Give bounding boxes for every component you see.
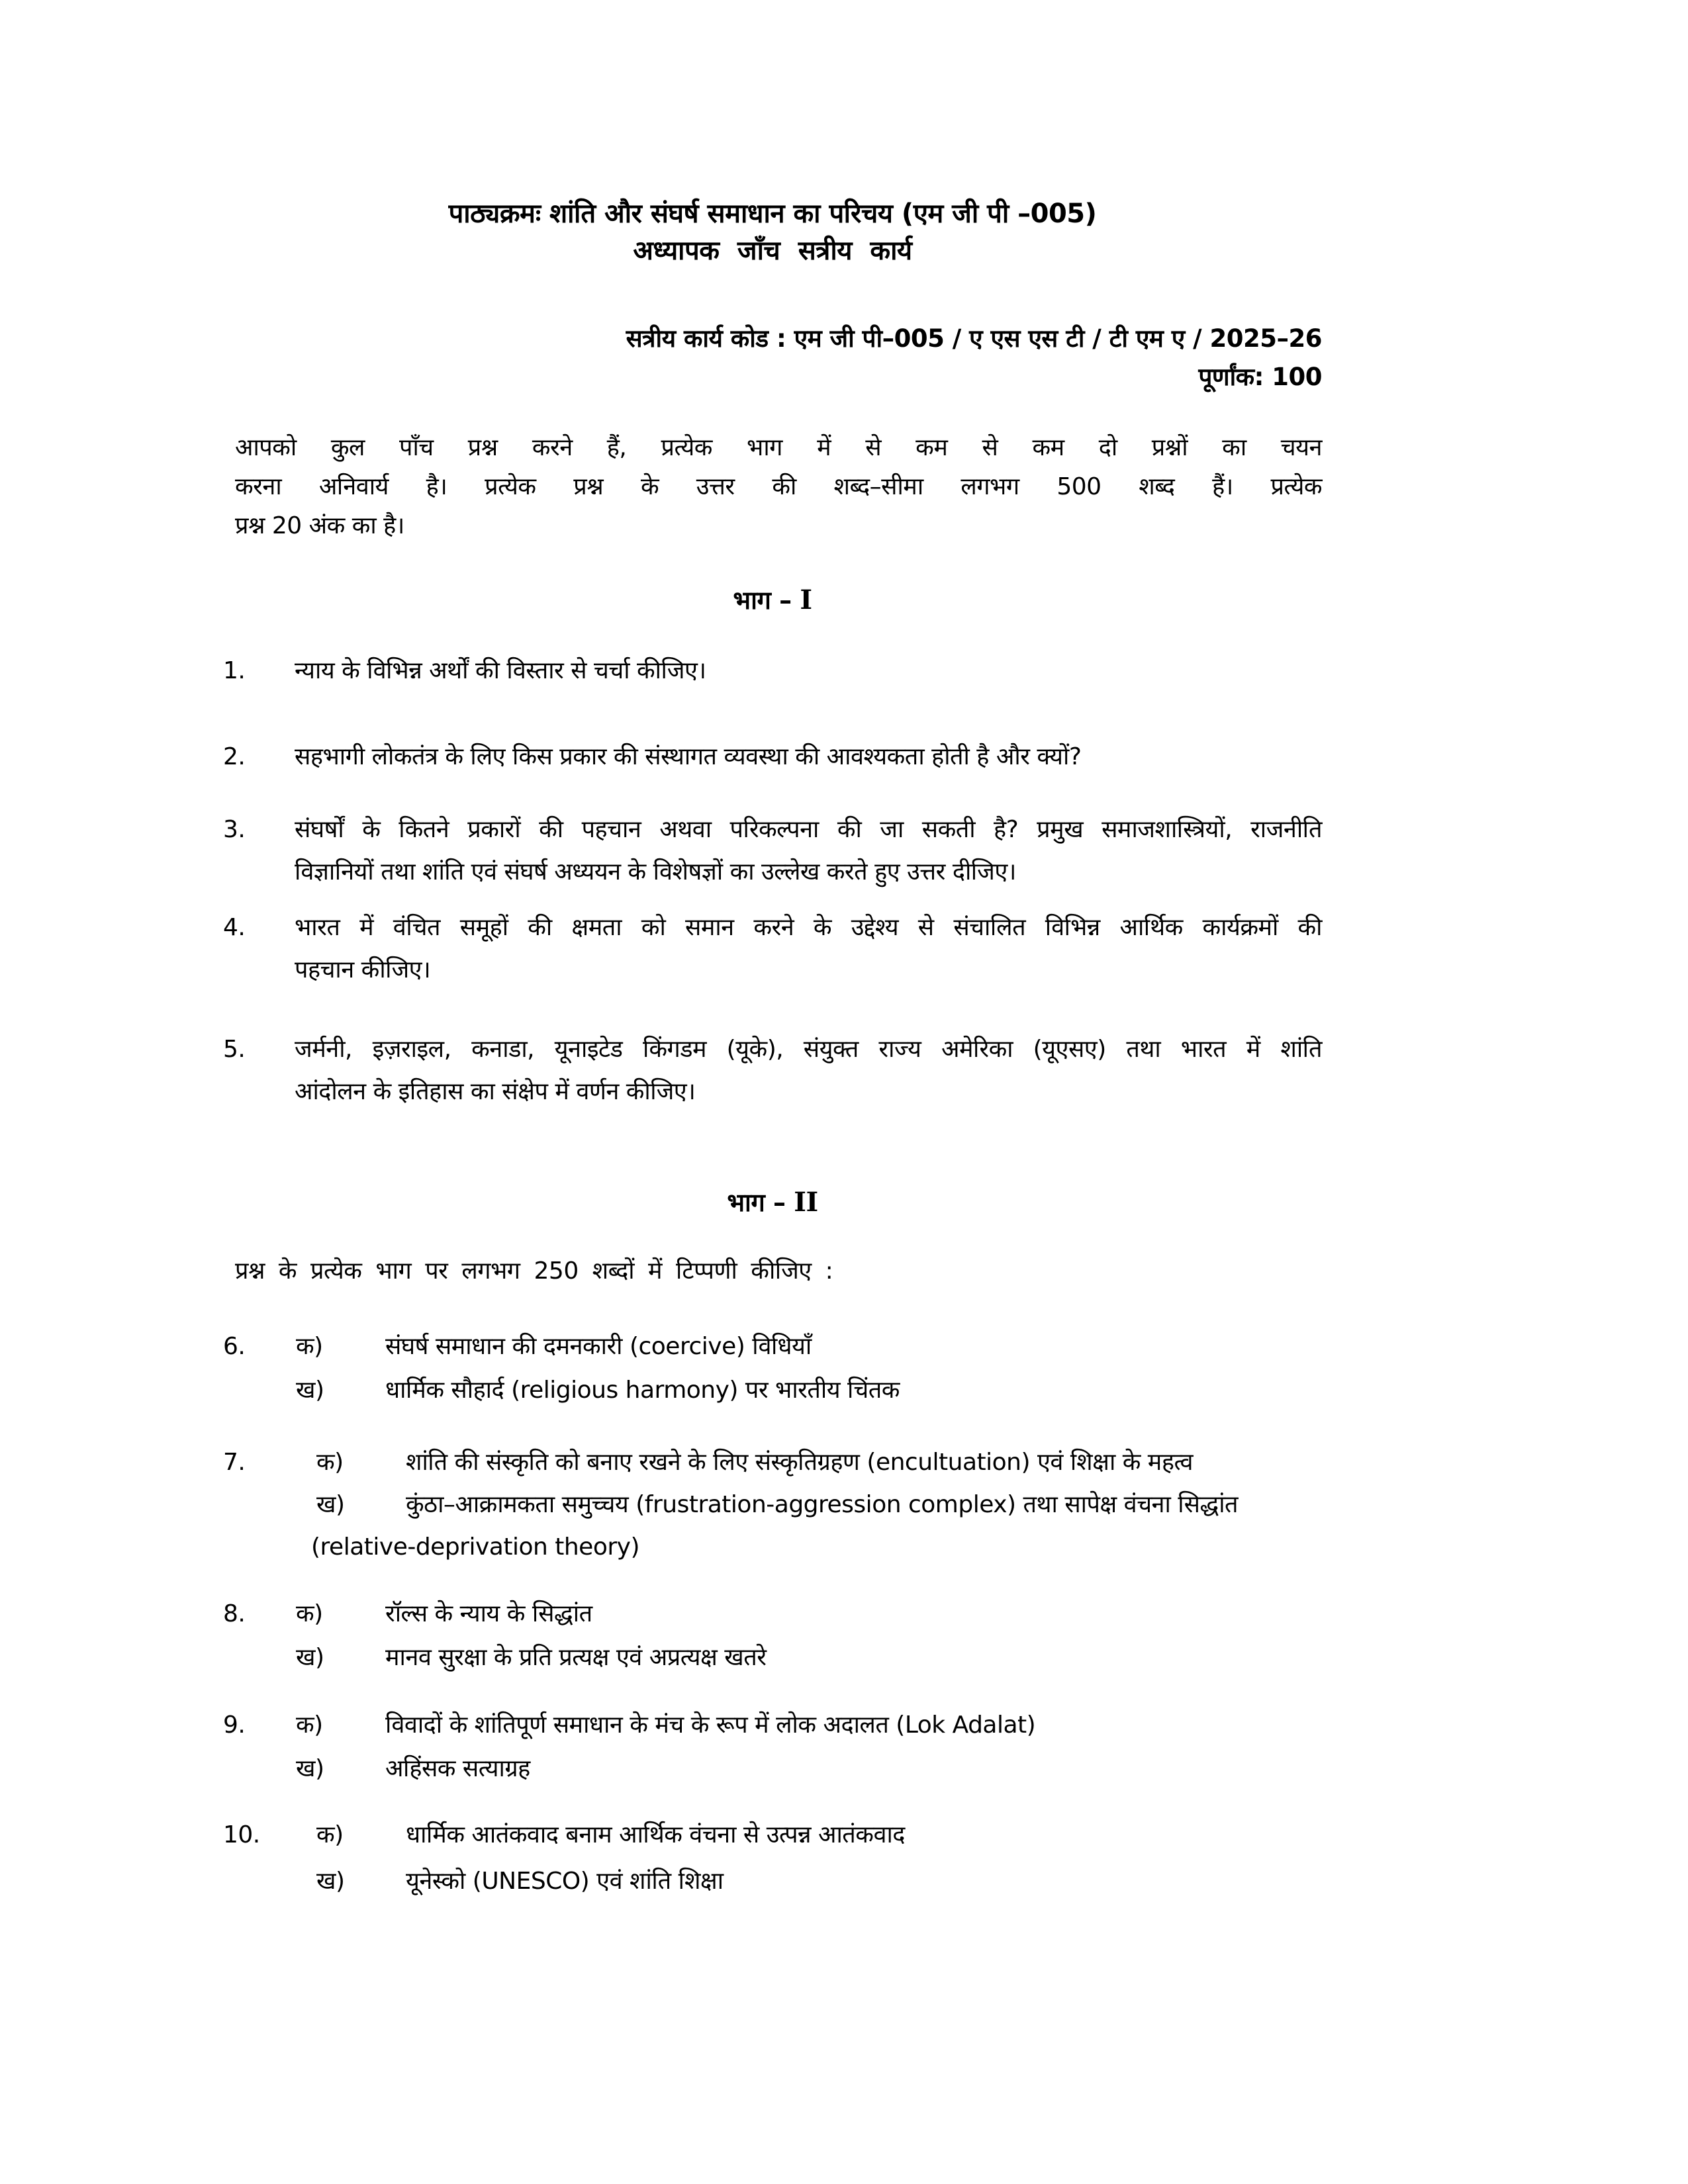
question-line: सहभागी लोकतंत्र के लिए किस प्रकार की संस्थागत व्यवस्था की आवश्यकता होती है और क्यों? <box>295 743 1082 770</box>
question-number-spacer <box>223 1747 296 1791</box>
sub-question-row <box>223 1592 1322 1636</box>
sub-question-marker: ख) <box>296 1377 324 1404</box>
sub-question-text: धार्मिक सौहार्द (religious harmony) पर भारतीय चिंतक <box>385 1377 900 1404</box>
sub-question-text: शांति की संस्कृति को बनाए रखने के लिए संस्कृतिग्रहण (encultuation) एवं शिक्षा के महत्व <box>406 1449 1194 1476</box>
part2-instructions: प्रश्न के प्रत्येक भाग पर लगभग 250 शब्दों में टिप्पणी कीजिए : <box>235 1257 833 1285</box>
part2-heading-numeral: II <box>794 1187 818 1218</box>
part2-heading <box>223 1183 1322 1222</box>
question-row-4 <box>223 907 1322 991</box>
part2-heading-label: भाग – <box>727 1188 786 1217</box>
sub-question-row <box>223 1441 1322 1484</box>
question-row-2 <box>223 736 1322 778</box>
question-line: विज्ञानियों तथा शांति एवं संघर्ष अध्ययन के विशेषज्ञों का उल्लेख करते हुए उत्तर दीजिए। <box>295 858 1016 886</box>
question-number: 2. <box>223 743 246 770</box>
sub-question-row <box>223 1858 1322 1905</box>
question-line: भारत में वंचित समूहों की क्षमता को समान करने के उद्देश्य से संचालित विभिन्न आर्थिक कार्यक्रमों की <box>295 914 1322 941</box>
sub-question-text: रॉल्स के न्याय के सिद्धांत <box>385 1600 592 1627</box>
question-text <box>295 809 1322 893</box>
question-number: 8. <box>223 1600 246 1627</box>
instruction-line: आपको कुल पाँच प्रश्न करने हैं, प्रत्येक भाग में से कम से कम दो प्रश्नों का चयन <box>235 434 1322 461</box>
part1-heading-numeral: I <box>800 584 812 615</box>
sub-question-row <box>223 1747 1322 1791</box>
question-line: आंदोलन के इतिहास का संक्षेप में वर्णन कीजिए। <box>295 1078 696 1105</box>
sub-question-continuation: (relative-deprivation theory) <box>311 1533 640 1561</box>
question-line: न्याय के विभिन्न अर्थों की विस्तार से चर्चा कीजिए। <box>295 657 706 684</box>
sub-question-text: कुंठा–आक्रामकता समुच्चय (frustration-aggression complex) तथा सापेक्ष वंचना सिद्धांत <box>406 1491 1239 1518</box>
question-number: 9. <box>223 1711 246 1739</box>
max-marks: पूर्णांक: 100 <box>1198 363 1322 391</box>
question-number-spacer <box>223 1636 296 1680</box>
sub-question-marker: ख) <box>296 1755 324 1782</box>
question-text <box>295 736 1322 778</box>
question-row-5 <box>223 1028 1322 1113</box>
sub-question-row <box>223 1636 1322 1680</box>
sub-question-marker: क) <box>296 1600 323 1627</box>
question-row-3 <box>223 809 1322 893</box>
question-block-6 <box>223 1325 1322 1412</box>
question-number: 7. <box>223 1449 246 1476</box>
question-number-spacer <box>223 1369 296 1412</box>
question-text <box>295 907 1322 991</box>
question-number: 5. <box>223 1036 246 1063</box>
sub-question-marker: क) <box>316 1449 344 1476</box>
question-block-8 <box>223 1592 1322 1680</box>
sub-question-text: धार्मिक आतंकवाद बनाम आर्थिक वंचना से उत्पन्न आतंकवाद <box>406 1821 905 1848</box>
question-line: संघर्षों के कितने प्रकारों की पहचान अथवा परिकल्पना की जा सकती है? प्रमुख समाजशास्त्रियों, राजनीति <box>295 816 1322 843</box>
question-number: 6. <box>223 1333 246 1360</box>
question-row-1 <box>223 650 1322 692</box>
general-instructions <box>223 428 1322 545</box>
sub-question-text: यूनेस्को (UNESCO) एवं शांति शिक्षा <box>406 1868 724 1895</box>
sub-question-marker: ख) <box>316 1868 345 1895</box>
sub-question-row <box>223 1812 1322 1858</box>
question-number: 1. <box>223 657 246 684</box>
question-block-10 <box>223 1812 1322 1905</box>
question-text <box>295 1028 1322 1113</box>
sub-question-text: विवादों के शांतिपूर्ण समाधान के मंच के रूप में लोक अदालत (Lok Adalat) <box>385 1711 1036 1739</box>
question-line: पहचान कीजिए। <box>295 956 431 983</box>
sub-question-marker: क) <box>316 1821 344 1848</box>
part1-heading-label: भाग – <box>733 586 792 615</box>
sub-question-text: अहिंसक सत्याग्रह <box>385 1755 530 1782</box>
course-title: पाठ्यक्रमः शांति और संघर्ष समाधान का परिचय (एम जी पी –005) <box>448 199 1097 229</box>
question-block-9 <box>223 1704 1322 1791</box>
assignment-type-title: अध्यापक जाँच सत्रीय कार्य <box>633 236 912 266</box>
sub-question-text: संघर्ष समाधान की दमनकारी (coercive) विधियाँ <box>385 1333 812 1360</box>
sub-question-row <box>223 1704 1322 1747</box>
question-block-7 <box>223 1441 1322 1569</box>
question-number: 3. <box>223 816 246 843</box>
question-number-spacer <box>223 1484 296 1526</box>
sub-question-text: मानव सुरक्षा के प्रति प्रत्यक्ष एवं अप्रत्यक्ष खतरे <box>385 1644 767 1671</box>
sub-question-continuation-row <box>223 1526 1322 1569</box>
sub-question-row <box>223 1325 1322 1369</box>
sub-question-marker: ख) <box>296 1644 324 1671</box>
sub-question-row <box>223 1369 1322 1412</box>
question-number: 4. <box>223 914 246 941</box>
document-content <box>223 0 1322 1905</box>
assignment-code: सत्रीय कार्य कोड : एम जी पी–005 / ए एस एस टी / टी एम ए / 2025–26 <box>626 324 1322 353</box>
sub-question-marker: ख) <box>316 1491 345 1518</box>
question-text <box>295 650 1322 692</box>
question-line: जर्मनी, इज़राइल, कनाडा, यूनाइटेड किंगडम (यूके), संयुक्त राज्य अमेरिका (यूएसए) तथा भारत में शांति <box>295 1036 1322 1063</box>
question-number-spacer <box>223 1526 296 1569</box>
sub-question-marker: क) <box>296 1333 323 1360</box>
instruction-line: प्रश्न 20 अंक का है। <box>235 512 404 539</box>
part1-heading <box>223 581 1322 619</box>
sub-question-marker: क) <box>296 1711 323 1739</box>
question-number: 10. <box>223 1821 260 1848</box>
instruction-line: करना अनिवार्य है। प्रत्येक प्रश्न के उत्तर की शब्द–सीमा लगभग 500 शब्द हैं। प्रत्येक <box>235 473 1322 500</box>
sub-question-row <box>223 1484 1322 1526</box>
question-number-spacer <box>223 1858 296 1905</box>
